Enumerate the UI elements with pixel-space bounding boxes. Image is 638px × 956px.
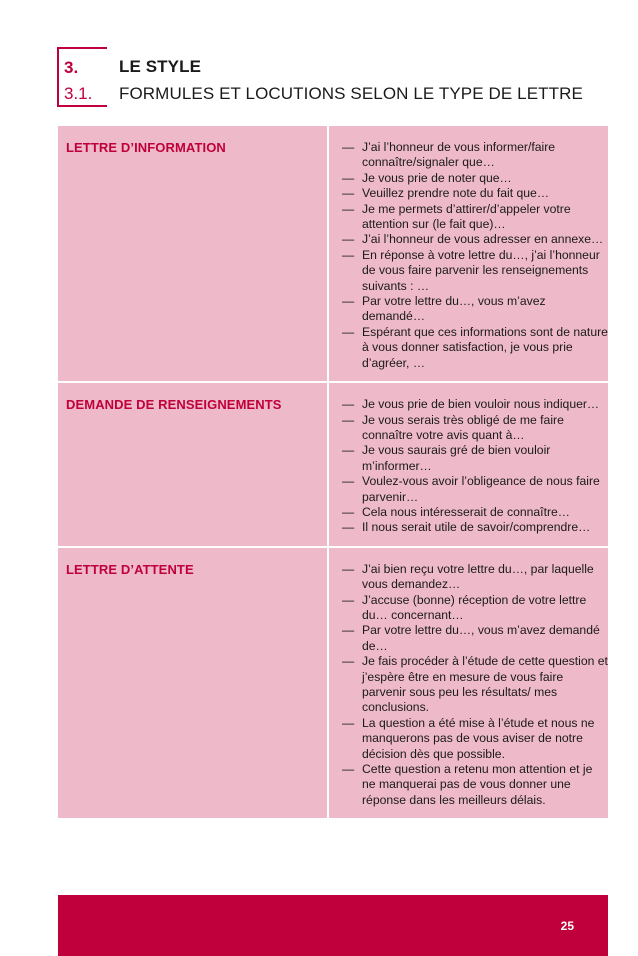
phrase-item: — En réponse à votre lettre du…, j’ai l’honneur de vous faire parvenir les renseignements suivants : … xyxy=(342,248,608,294)
phrase-item: — Espérant que ces informations sont de nature à vous donner satisfaction, je vous prie d’agréer, … xyxy=(342,325,608,371)
table-row xyxy=(58,383,608,548)
table-row xyxy=(58,548,608,821)
phrase-list xyxy=(58,548,608,819)
phrase-item: — Par votre lettre du…, vous m’avez demandé… xyxy=(342,294,608,325)
phrase-item: — J’ai bien reçu votre lettre du…, par laquelle vous demandez… xyxy=(342,562,608,593)
phrase-item: — Je vous saurais gré de bien vouloir m’informer… xyxy=(342,443,608,474)
row-category: LETTRE D’INFORMATION xyxy=(66,140,226,155)
phrase-item: — Veuillez prendre note du fait que… xyxy=(342,186,608,201)
phrase-item: — J’ai l’honneur de vous adresser en annexe… xyxy=(342,232,608,247)
phrase-item: — J’ai l’honneur de vous informer/faire connaître/signaler que… xyxy=(342,140,608,171)
footer-band xyxy=(58,895,608,956)
section-title: LE STYLE xyxy=(119,57,202,76)
phrase-item: — Par votre lettre du…, vous m’avez demandé de… xyxy=(342,623,608,654)
phrase-item: — Je me permets d’attirer/d’appeler votre attention sur (le fait que)… xyxy=(342,202,608,233)
table-row xyxy=(58,126,608,383)
phrase-item: — Je vous prie de noter que… xyxy=(342,171,608,186)
column-divider xyxy=(327,126,329,381)
subsection-number: 3.1. xyxy=(64,84,93,103)
phrase-item: — La question a été mise à l’étude et nous ne manquerons pas de vous aviser de notre décision dès que possible. xyxy=(342,716,608,762)
phrase-list xyxy=(58,126,608,381)
phrase-item: — J’accuse (bonne) réception de votre lettre du… concernant… xyxy=(342,593,608,624)
column-divider xyxy=(327,383,329,546)
phrase-item: — Je vous serais très obligé de me faire connaître votre avis quant à… xyxy=(342,413,608,444)
section-number: 3. xyxy=(64,58,79,77)
phrase-item: — Cette question a retenu mon attention et je ne manquerai pas de vous donner une réponse dans les meilleurs délais. xyxy=(342,762,608,808)
page-number: 25 xyxy=(560,919,574,933)
phrase-item: — Il nous serait utile de savoir/comprendre… xyxy=(342,520,608,535)
phrase-item: — Cela nous intéresserait de connaître… xyxy=(342,505,608,520)
column-divider xyxy=(327,548,329,819)
subsection-title: FORMULES ET LOCUTIONS SELON LE TYPE DE LETTRE xyxy=(119,84,583,103)
formulas-table xyxy=(58,126,608,820)
phrase-item: — Je vous prie de bien vouloir nous indiquer… xyxy=(342,397,608,412)
row-category: LETTRE D’ATTENTE xyxy=(66,561,194,577)
phrase-item: — Je fais procéder à l’étude de cette question et j’espère être en mesure de vous faire parvenir sous peu les résultats/ mes conclusions. xyxy=(342,654,608,716)
row-category: DEMANDE DE RENSEIGNEMENTS xyxy=(66,397,282,413)
phrase-item: — Voulez-vous avoir l’obligeance de nous faire parvenir… xyxy=(342,474,608,505)
